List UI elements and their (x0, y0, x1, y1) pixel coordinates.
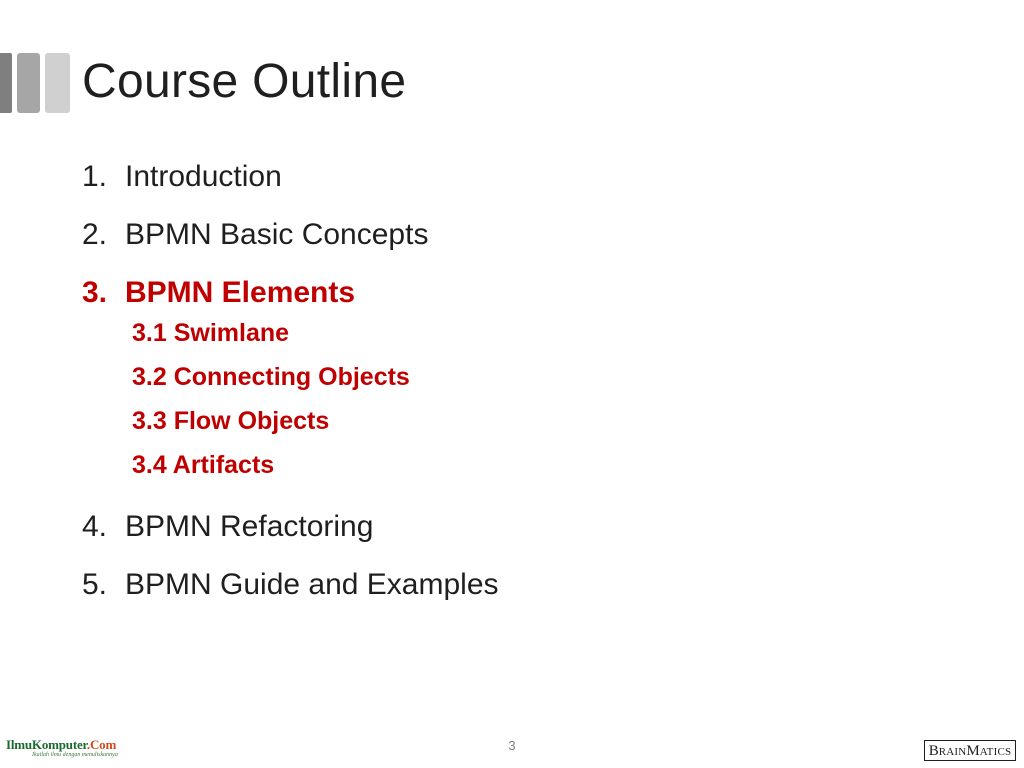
outline-item-2 (82, 213, 982, 271)
outline-item-label: BPMN Elements (125, 276, 356, 309)
ilmukomputer-logo (6, 737, 136, 761)
logo-suffix: .Com (86, 737, 117, 752)
outline-item-label: BPMN Basic Concepts (125, 218, 429, 251)
accent-bar-mid (17, 53, 40, 113)
brainmatics-logo-text (929, 743, 1012, 759)
brand-initial: B (928, 742, 939, 759)
outline-subitem: 3.2 Connecting Objects (132, 363, 410, 391)
course-outline-list (82, 155, 982, 621)
outline-item-3-active (82, 271, 982, 317)
brainmatics-logo (924, 740, 1016, 761)
outline-item-number: 2. (82, 218, 108, 251)
outline-subitem: 3.3 Flow Objects (132, 407, 330, 435)
accent-bar-light (45, 53, 70, 113)
accent-bar-dark (0, 53, 12, 113)
outline-item-5 (82, 563, 982, 621)
outline-item-label: BPMN Guide and Examples (125, 568, 499, 601)
outline-subitems (82, 317, 982, 493)
brand-part-rain: RAIN (938, 745, 967, 758)
outline-item-number: 5. (82, 568, 108, 601)
outline-item-number: 3. (82, 276, 108, 309)
logo-name: IlmuKomputer (6, 737, 87, 752)
outline-subitem: 3.1 Swimlane (132, 319, 290, 347)
ilmukomputer-logo-text (6, 737, 116, 753)
outline-item-label: BPMN Refactoring (125, 510, 374, 543)
slide-title: Course Outline (82, 55, 407, 108)
outline-item-label: Introduction (125, 160, 282, 193)
outline-subitem: 3.4 Artifacts (132, 451, 275, 479)
outline-item-number: 4. (82, 510, 108, 543)
outline-item-1 (82, 155, 982, 213)
page-number: 3 (508, 738, 516, 753)
brand-part-matics: ATICS (979, 745, 1012, 758)
title-accent-bars (0, 53, 72, 113)
logo-tagline: Ikatlah ilmu dengan menuliskannya (32, 752, 118, 758)
outline-item-number: 1. (82, 160, 108, 193)
brand-part-matics-initial: M (966, 742, 980, 759)
outline-item-4 (82, 505, 982, 563)
